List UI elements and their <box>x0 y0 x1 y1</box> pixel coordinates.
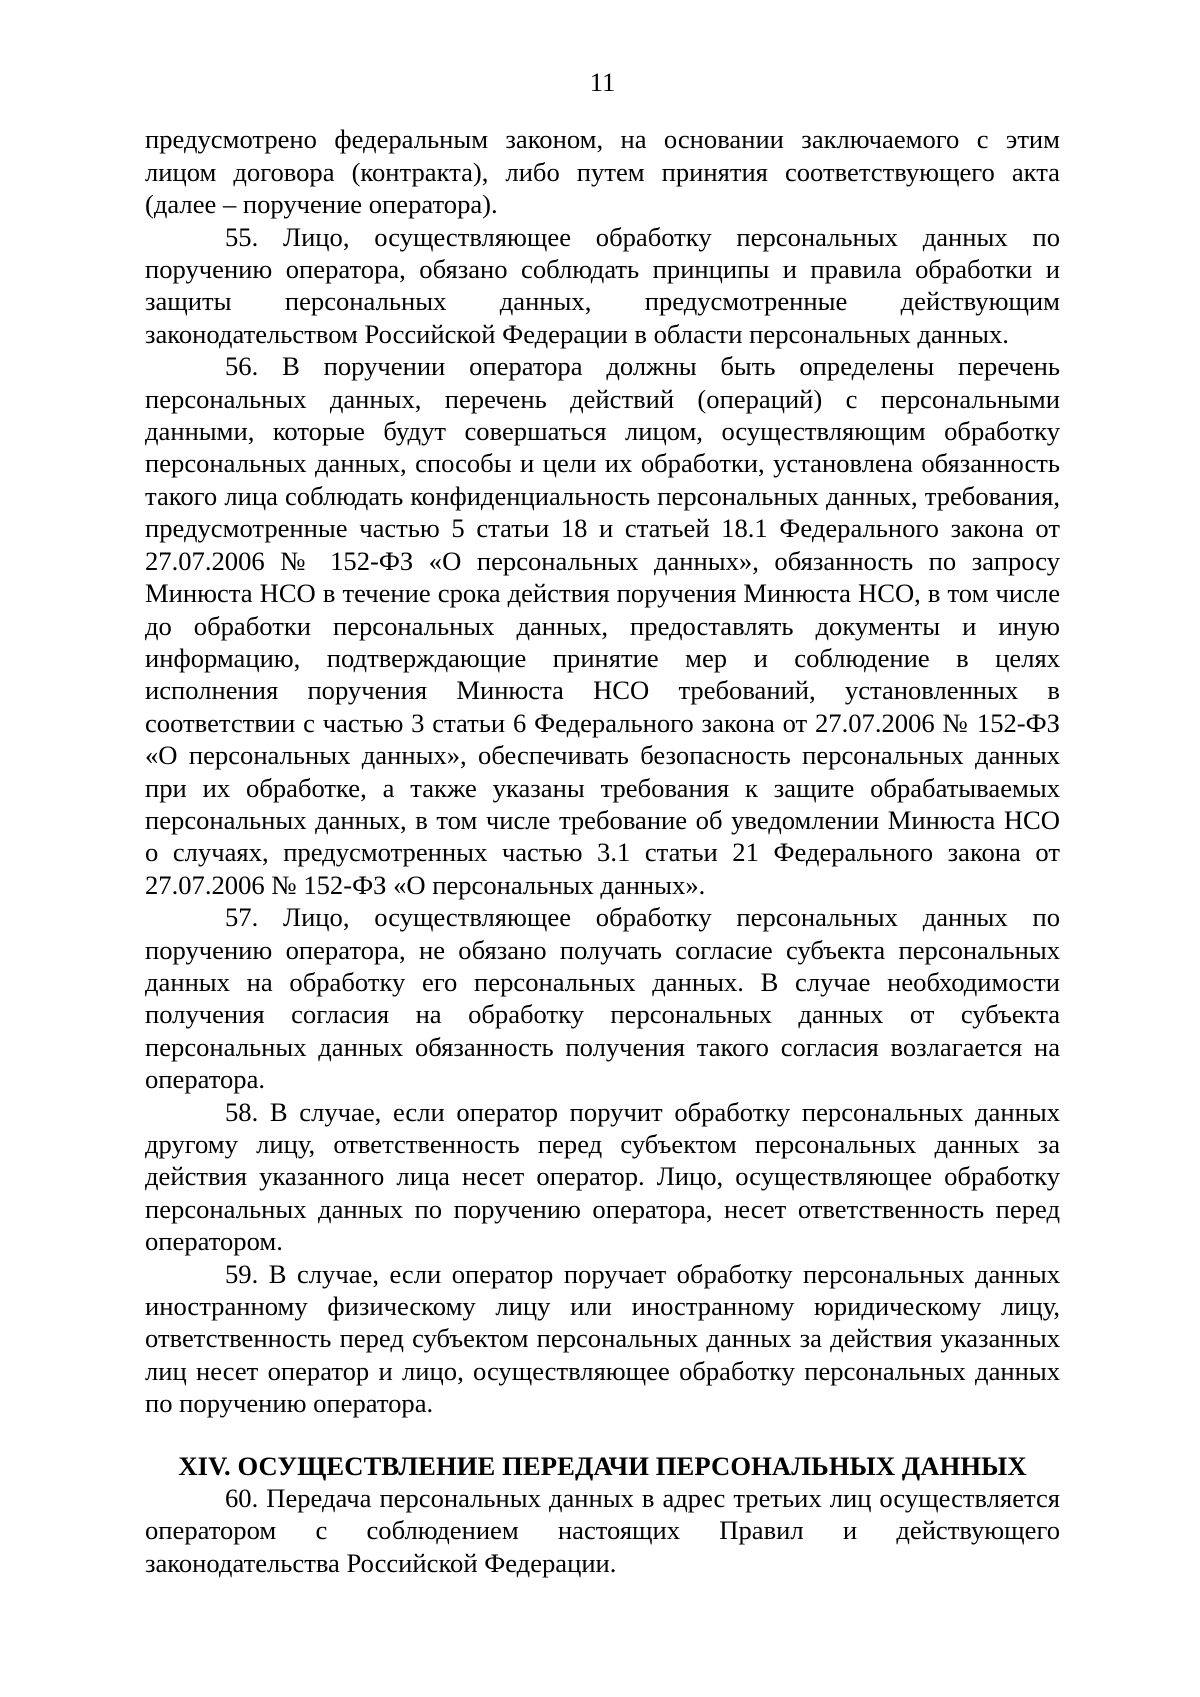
paragraph-58: 58. В случае, если оператор поручит обработку персональных данных другому лицу, ответственность перед субъектом персональных данных за действия указанного лица несет оператор. Лицо, осуществляющее обработку персональных данных по поручению оператора, несет ответственность перед оператором. <box>145 1096 1060 1257</box>
page-number: 11 <box>589 67 616 97</box>
paragraph-57: 57. Лицо, осуществляющее обработку персональных данных по поручению оператора, не обязано получать согласие субъекта персональных данных на обработку его персональных данных. В случае необходимости получения согласия на обработку персональных данных от субъекта персональных данных обязанность получения такого согласия возлагается на оператора. <box>145 902 1060 1095</box>
paragraph-59: 59. В случае, если оператор поручает обработку персональных данных иностранному физическому лицу или иностранному юридическому лицу, ответственность перед субъектом персональных данных за действия указанных лиц несет оператор и лицо, осуществляющее обработку персональных данных по поручению оператора. <box>145 1258 1060 1419</box>
paragraph-55: 55. Лицо, осуществляющее обработку персональных данных по поручению оператора, обязано соблюдать принципы и правила обработки и защиты персональных данных, предусмотренные действующим законодательством Российской Федерации в области персональных данных. <box>145 221 1060 349</box>
section-heading: XIV. ОСУЩЕСТВЛЕНИЕ ПЕРЕДАЧИ ПЕРСОНАЛЬНЫХ ДАННЫХ <box>178 1450 1027 1481</box>
paragraph-continuation: предусмотрено федеральным законом, на основании заключаемого с этим лицом договора (контракта), либо путем принятия соответствующего акта (далее – поручение оператора). <box>145 124 1060 220</box>
paragraph-60: 60. Передача персональных данных в адрес третьих лиц осуществляется оператором с соблюдением настоящих Правил и действующего законодательства Российской Федерации. <box>145 1483 1060 1578</box>
paragraph-56: 56. В поручении оператора должны быть определены перечень персональных данных, перечень действий (операций) с персональными данными, которые будут совершаться лицом, осуществляющим обработку персональных данных, способы и цели их обработки, установлена обязанность такого лица соблюдать конфиденциальность персональных данных, требования, предусмотренные частью 5 статьи 18 и статьей 18.1 Федерального закона от 27.07.2006 № 152-ФЗ «О персональных данных», обязанность по запросу Минюста НСО в течение срока действия поручения Минюста НСО, в том числе до обработки персональных данных, предоставлять документы и иную информацию, подтверждающие принятие мер и соблюдение в целях исполнения поручения Минюста НСО требований, установленных в соответствии с частью 3 статьи 6 Федерального закона от 27.07.2006 № 152-ФЗ «О персональных данных», обеспечивать безопасность персональных данных при их обработке, а также указаны требования к защите обрабатываемых персональных данных, в том числе требование об уведомлении Минюста НСО о случаях, предусмотренных частью 3.1 статьи 21 Федерального закона от 27.07.2006 № 152-ФЗ «О персональных данных». <box>145 351 1060 900</box>
document-page <box>145 66 1060 1579</box>
